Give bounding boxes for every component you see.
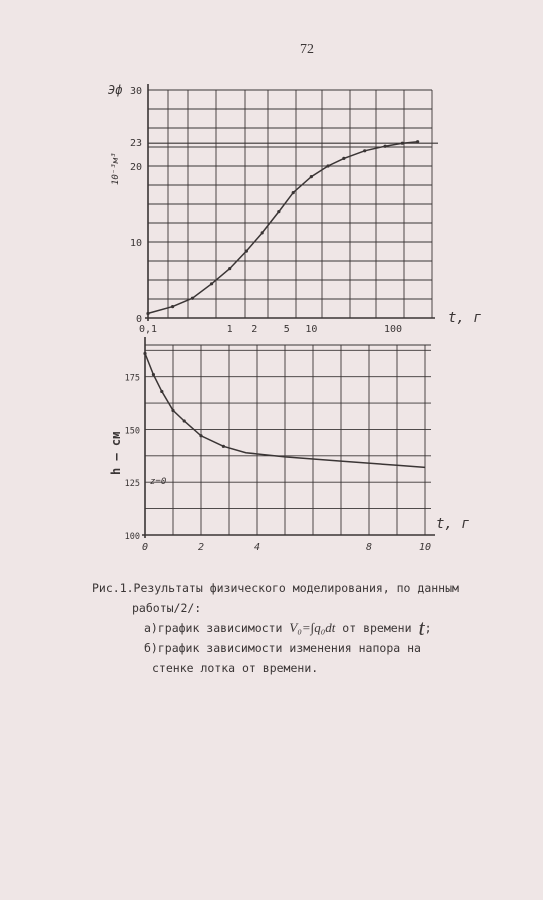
x-tick-label-a: 10 [305,324,318,335]
figure-caption [92,578,459,678]
caption-variable: t [418,615,425,640]
caption-line-1: Рис.1.Результаты физического моделирования, по данным [92,581,459,595]
data-point-a [146,312,149,315]
data-point-b [183,419,186,422]
data-point-a [210,282,213,285]
y-tick-label-a: 0 [135,314,142,325]
data-point-a [384,145,387,148]
caption-line-3 [92,615,459,640]
data-point-a [416,140,419,143]
y-tick-label-a: 10 [129,238,142,249]
data-point-a [401,142,404,145]
x-tick-label-b: 8 [365,542,373,553]
data-point-a [292,191,295,194]
y-tick-label-a: 20 [129,162,142,173]
data-point-a [245,250,248,253]
data-point-a [310,175,313,178]
y-tick-label-a: 23 [129,138,142,150]
x-tick-label-a: 2 [251,324,258,335]
chart-b [109,337,470,553]
x-axis-label-a: t, г [448,310,482,326]
caption-line-3-prefix: а)график зависимости [144,621,283,635]
x-tick-label-b: 4 [253,542,261,553]
y-axis-label-b: h – см [109,431,123,475]
caption-line-2: работы/2/: [132,601,202,615]
data-point-a [261,231,264,234]
x-axis-label-b: t, г [436,516,470,532]
caption-line-3-mid: от времени [342,621,412,635]
caption-line-4: б)график зависимости изменения напора на [144,641,421,655]
x-tick-label-b: 0 [141,542,149,553]
x-tick-label-a: 1 [226,324,233,335]
annotation-z0: z=0 [150,477,167,487]
data-point-a [326,164,329,167]
caption-line-5: стенке лотка от времени. [152,661,319,675]
y-tick-label-b: 175 [124,373,140,384]
y-tick-label-a: 30 [129,86,142,97]
data-point-a [191,297,194,300]
data-point-b [199,434,202,437]
data-point-b [222,445,225,448]
y-tick-label-b: 150 [124,426,140,437]
page-number: 72 [300,42,314,57]
y-tick-label-b: 125 [124,479,140,490]
x-tick-label-a: 5 [283,324,290,335]
y-tick-label-b: 100 [124,532,140,542]
x-tick-label-b: 10 [418,542,432,553]
data-point-a [342,157,345,160]
data-point-a [363,149,366,152]
data-point-b [152,373,155,376]
data-point-a [228,267,231,270]
x-tick-label-a: 100 [383,324,403,335]
data-point-b [160,390,163,393]
data-point-b [171,409,174,412]
x-tick-label-b: 2 [197,542,205,553]
caption-formula: V₀=∫q₀dt [289,620,336,635]
x-tick-label-a: 0,1 [138,324,158,335]
data-point-a [171,305,174,308]
y-axis-label-a: Эф [108,83,123,97]
data-point-a [277,210,280,213]
data-point-b [143,352,146,355]
chart-a [108,83,482,335]
y-unit-label-a: 10⁻³м³ [111,152,121,185]
caption-line-3-end: ; [424,621,432,635]
